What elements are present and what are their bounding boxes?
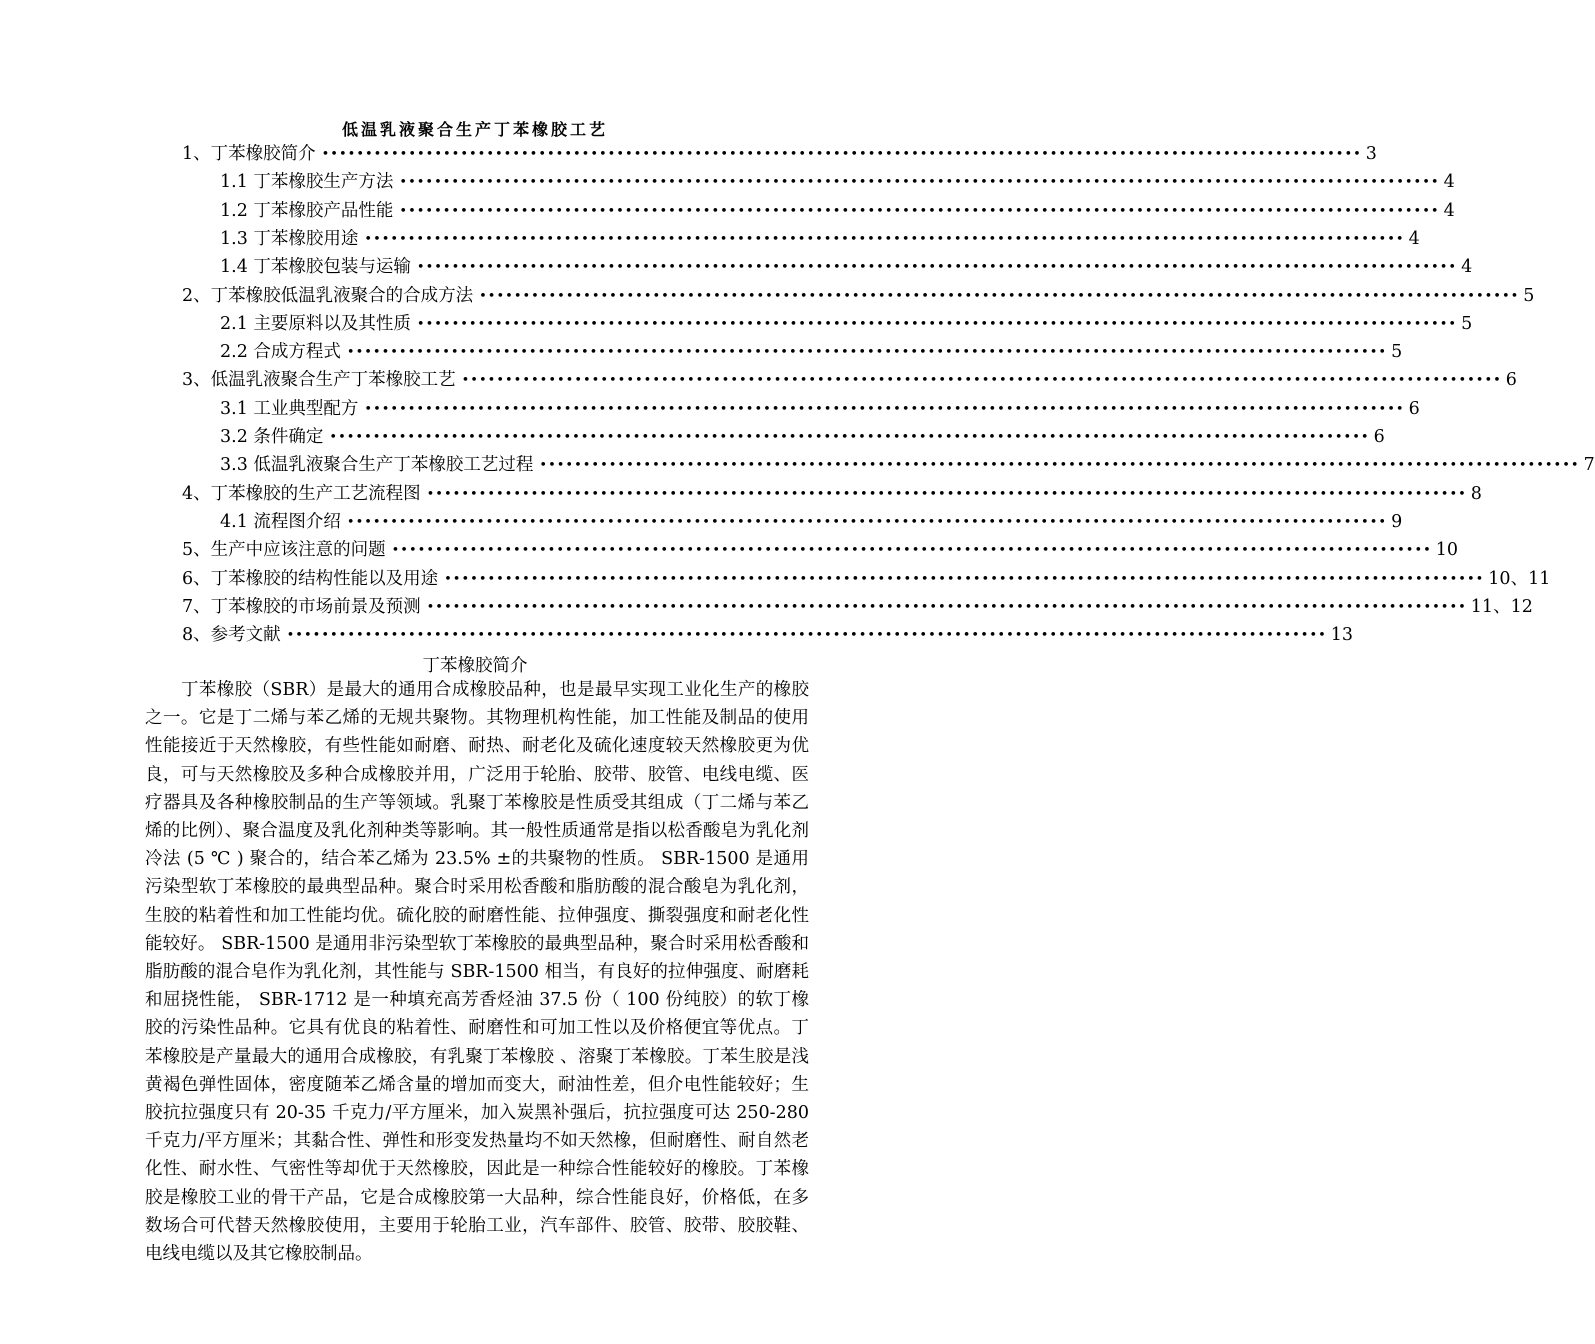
toc-entry-page: 5 bbox=[1461, 313, 1473, 334]
toc-entry-label: 3.2 条件确定 bbox=[220, 427, 324, 447]
toc-entry[interactable] bbox=[220, 423, 1385, 451]
section-heading: 丁苯橡胶简介 bbox=[422, 656, 528, 676]
toc-leader-dots: •••••••••••••••••••••••••••••••••••••••••••••••••••••••••••••••••••••••••••••••••••••••••••••••••••••••••••••••••••••••• bbox=[286, 628, 1327, 644]
toc-entry-label: 1.4 丁苯橡胶包装与运输 bbox=[220, 257, 411, 278]
toc-leader-dots: •••••••••••••••••••••••••••••••••••••••••••••••••••••••••••••••••••••••••••••••••••••••••••••••••••••••••••••••••••••••• bbox=[426, 599, 1467, 615]
toc-entry-page: 3 bbox=[1365, 144, 1377, 164]
toc-entry[interactable] bbox=[220, 310, 1473, 338]
toc-entry-label: 3.3 低温乳液聚合生产丁苯橡胶工艺过程 bbox=[220, 455, 534, 476]
toc-leader-dots: •••••••••••••••••••••••••••••••••••••••••••••••••••••••••••••••••••••••••••••••••••••••••••••••••••••••••••••••••••••••• bbox=[416, 316, 1458, 332]
toc-leader-dots: •••••••••••••••••••••••••••••••••••••••••••••••••••••••••••••••••••••••••••••••••••••••••••••••••••••••••••••••••••••••• bbox=[329, 430, 1370, 445]
toc-entry-page: 6 bbox=[1505, 370, 1517, 391]
toc-entry-label: 4、丁苯橡胶的生产工艺流程图 bbox=[182, 483, 421, 504]
toc-entry[interactable] bbox=[182, 593, 1533, 621]
toc-entry-label: 3、低温乳液聚合生产丁苯橡胶工艺 bbox=[182, 370, 456, 391]
toc-entry-page: 10、11 bbox=[1488, 568, 1551, 589]
toc-entry-page: 5 bbox=[1391, 342, 1403, 363]
toc-entry[interactable] bbox=[182, 565, 1551, 593]
toc-entry[interactable] bbox=[220, 197, 1455, 225]
toc-leader-dots: •••••••••••••••••••••••••••••••••••••••••••••••••••••••••••••••••••••••••••••••••••••••••••••••••••••••••••••••••••••••• bbox=[391, 543, 1432, 559]
toc-entry[interactable] bbox=[182, 140, 1377, 168]
toc-entry[interactable] bbox=[220, 338, 1403, 366]
toc-entry-label: 2.1 主要原料以及其性质 bbox=[220, 313, 411, 334]
toc-leader-dots: •••••••••••••••••••••••••••••••••••••••••••••••••••••••••••••••••••••••••••••••••••••••••••••••••••••••••••••••••••••••• bbox=[444, 571, 1485, 587]
toc-entry-page: 13 bbox=[1330, 625, 1354, 646]
toc-entry-page: 4 bbox=[1443, 200, 1455, 221]
toc-entry-label: 1、丁苯橡胶简介 bbox=[182, 144, 316, 164]
toc-entry-page: 8 bbox=[1470, 483, 1482, 504]
toc-entry[interactable] bbox=[182, 621, 1354, 649]
toc-entry-page: 7 bbox=[1583, 455, 1595, 476]
toc-leader-dots: •••••••••••••••••••••••••••••••••••••••••••••••••••••••••••••••••••••••••••••••••••••••••••••••••••••••••••••••••••••••• bbox=[346, 345, 1388, 361]
toc-entry-label: 2、丁苯橡胶低温乳液聚合的合成方法 bbox=[182, 285, 474, 306]
toc-entry-page: 6 bbox=[1373, 427, 1385, 447]
toc-entry-label: 7、丁苯橡胶的市场前景及预测 bbox=[182, 596, 421, 617]
toc-entry-page: 4 bbox=[1443, 172, 1455, 193]
toc-entry-label: 2.2 合成方程式 bbox=[220, 342, 341, 363]
toc-entry-page: 4 bbox=[1461, 257, 1473, 278]
toc-leader-dots: •••••••••••••••••••••••••••••••••••••••••••••••••••••••••••••••••••••••••••••••••••••••••••••••••••••••••••••••••••••••• bbox=[346, 514, 1388, 530]
toc-entry-label: 8、参考文献 bbox=[182, 625, 281, 646]
document-title: 低温乳液聚合生产丁苯橡胶工艺 bbox=[341, 120, 608, 139]
toc-leader-dots: •••••••••••••••••••••••••••••••••••••••••••••••••••••••••••••••••••••••••••••••••••••••••••••••••••••••••••••••••••••••• bbox=[539, 458, 1580, 474]
toc-entry-page: 6 bbox=[1408, 398, 1420, 419]
toc-entry-label: 4.1 流程图介绍 bbox=[220, 511, 341, 532]
toc-leader-dots: •••••••••••••••••••••••••••••••••••••••••••••••••••••••••••••••••••••••••••••••••••••••••••••••••••••••••••••••••••••••• bbox=[364, 231, 1405, 247]
toc-entry[interactable] bbox=[182, 366, 1517, 394]
toc-entry[interactable] bbox=[220, 451, 1595, 479]
toc-leader-dots: •••••••••••••••••••••••••••••••••••••••••••••••••••••••••••••••••••••••••••••••••••••••••••••••••••••••••••••••••••••••• bbox=[426, 486, 1467, 502]
toc-entry-label: 3.1 工业典型配方 bbox=[220, 398, 359, 419]
toc-leader-dots: •••••••••••••••••••••••••••••••••••••••••••••••••••••••••••••••••••••••••••••••••••••••••••••••••••••••••••••••••••••••• bbox=[399, 175, 1440, 191]
body-paragraph: 丁苯橡胶（SBR）是最大的通用合成橡胶品种，也是最早实现工业化生产的橡胶之一。它是丁二烯与苯乙烯的无规共聚物。其物理机构性能，加工性能及制品的使用性能接近于天然橡胶，有些性能如耐磨、耐热、耐老化及硫化速度较天然橡胶更为优良，可与天然橡胶及多种合成橡胶并用，广泛用于轮胎、胶带、胶管、电线电缆、医疗器具及各种橡胶制品的生产等领域。乳聚丁苯橡胶是性质受其组成（丁二烯与苯乙烯的比例）、聚合温度及乳化剂种类等影响。其一般性质通常是指以松香酸皂为乳化剂冷法 (5 ℃ ) 聚合的，结合苯乙烯为 23.5% ±的共聚物的性质。 SBR-1500 是通用污染型软丁苯橡胶的最典型品种。聚合时采用松香酸和脂肪酸的混合酸皂为乳化剂，生胶的粘着性和加工性能均优。硫化胶的耐磨性能、拉伸强度、撕裂强度和耐老化性能较好。 SBR-1500 是通用非污染型软丁苯橡胶的最典型品种，聚合时采用松香酸和脂肪酸的混合皂作为乳化剂，其性能与 SBR-1500 相当，有良好的拉伸强度、耐磨耗和屈挠性能， SBR-1712 是一种填充高芳香烃油 37.5 份（ 100 份纯胶）的软丁橡胶的污染性品种。它具有优良的粘着性、耐磨性和可加工性以及价格便宜等优点。丁苯橡胶是产量最大的通用合成橡胶，有乳聚丁苯橡胶 、溶聚丁苯橡胶。丁苯生胶是浅黄褐色弹性固体，密度随苯乙烯含量的增加而变大，耐油性差，但介电性能较好；生胶抗拉强度只有 20-35 千克力/平方厘米，加入炭黑补强后，抗拉强度可达 250-280 千克力/平方厘米；其黏合性、弹性和形变发热量均不如天然橡，但耐磨性、耐自然老化性、耐水性、气密性等却优于天然橡胶，因此是一种综合性能较好的橡胶。丁苯橡胶是橡胶工业的骨干产品，它是合成橡胶第一大品种，综合性能良好，价格低，在多数场合可代替天然橡胶使用，主要用于轮胎工业，汽车部件、胶管、胶带、胶胶鞋、电线电缆以及其它橡胶制品。 bbox=[145, 680, 809, 1265]
toc-leader-dots: •••••••••••••••••••••••••••••••••••••••••••••••••••••••••••••••••••••••••••••••••••••••••••••••••••••••••••••••••••••••• bbox=[479, 288, 1520, 304]
toc-entry-page: 5 bbox=[1523, 285, 1535, 306]
toc-entry-label: 1.3 丁苯橡胶用途 bbox=[220, 228, 359, 249]
toc-entry[interactable] bbox=[182, 536, 1459, 564]
toc-entry-page: 11、12 bbox=[1470, 596, 1533, 617]
toc-leader-dots: •••••••••••••••••••••••••••••••••••••••••••••••••••••••••••••••••••••••••••••••••••••••••••••••••••••••••••••••••••••••• bbox=[416, 260, 1458, 276]
toc-entry[interactable] bbox=[182, 480, 1482, 508]
toc-entry-page: 4 bbox=[1408, 228, 1420, 249]
toc-entry-page: 9 bbox=[1391, 511, 1403, 532]
toc-entry-page: 10 bbox=[1435, 540, 1459, 561]
toc-entry[interactable] bbox=[220, 395, 1420, 423]
toc-leader-dots: •••••••••••••••••••••••••••••••••••••••••••••••••••••••••••••••••••••••••••••••••••••••••••••••••••••••••••••••••••••••• bbox=[399, 203, 1440, 219]
toc-leader-dots: •••••••••••••••••••••••••••••••••••••••••••••••••••••••••••••••••••••••••••••••••••••••••••••••••••••••••••••••••••••••• bbox=[364, 401, 1405, 417]
toc-entry-label: 6、丁苯橡胶的结构性能以及用途 bbox=[182, 568, 439, 589]
toc-entry[interactable] bbox=[220, 508, 1403, 536]
toc-entry-label: 1.2 丁苯橡胶产品性能 bbox=[220, 200, 394, 221]
toc-entry[interactable] bbox=[220, 253, 1473, 281]
toc-entry[interactable] bbox=[220, 168, 1455, 196]
toc-entry-label: 5、生产中应该注意的问题 bbox=[182, 540, 386, 561]
toc-leader-dots: •••••••••••••••••••••••••••••••••••••••••••••••••••••••••••••••••••••••••••••••••••••••••••••••••••••••••••••••••••••••• bbox=[461, 373, 1502, 389]
toc-entry-label: 1.1 丁苯橡胶生产方法 bbox=[220, 172, 394, 193]
toc-entry[interactable] bbox=[220, 225, 1420, 253]
toc-leader-dots: •••••••••••••••••••••••••••••••••••••••••••••••••••••••••••••••••••••••••••••••••••••••••••••••••••••••••••••••••••••••• bbox=[321, 147, 1362, 162]
toc-entry[interactable] bbox=[182, 282, 1535, 310]
